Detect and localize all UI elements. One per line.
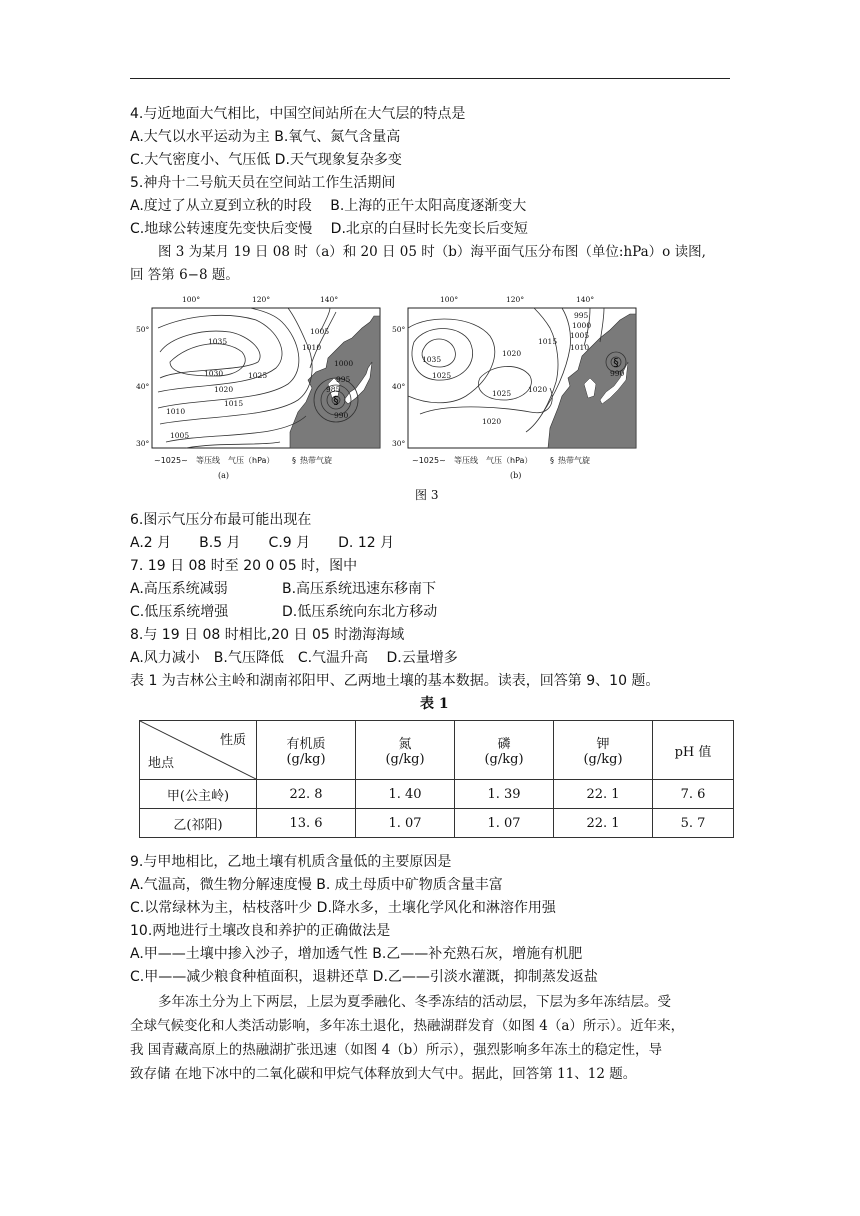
map-a-isobar-label: 1035 [208, 337, 228, 346]
map-b-isobar-label: 1020 [528, 385, 548, 394]
q9-stem: 9.与甲地相比，乙地土壤有机质含量低的主要原因是 [130, 854, 452, 870]
map-b-lon-label: 120° [506, 295, 525, 304]
q7-option-d: D.低压系统向东北方移动 [282, 604, 438, 620]
table1-intro: 表 1 为吉林公主岭和湖南祁阳甲、乙两地土壤的基本数据。读表，回答第 9、10 题。 [130, 673, 660, 689]
corner-bottom-label: 地点 [148, 756, 175, 771]
table-corner-cell [140, 721, 257, 780]
map-b-isobar-label: 1035 [422, 355, 442, 364]
map-b-isobar-label: 1005 [570, 331, 590, 340]
map-b-legend-typhoon: 热带气旋 [558, 456, 590, 465]
table-header-cell: 氮 (g/kg) [356, 721, 455, 780]
map-a-isobar-label: 1030 [204, 369, 224, 378]
q6-options: A.2 月 B.5 月 C.9 月 D. 12 月 [130, 535, 395, 551]
map-a-isobar-label: 1005 [310, 327, 330, 336]
table-value-cell: 1. 39 [455, 780, 554, 809]
pressure-maps-figure [130, 292, 670, 487]
permafrost-paragraph-line4: 致存储 在地下冰中的二氧化碳和甲烷气体释放到大气中。据此，回答第 11、12 题。 [130, 1066, 637, 1082]
map-a-low-label: 990 [334, 411, 349, 420]
table-value-cell: 5. 7 [653, 809, 734, 838]
q7-option-c: C.低压系统增强 [130, 604, 229, 620]
table-value-cell: 22. 8 [257, 780, 356, 809]
q10-stem: 10.两地进行土壤改良和养护的正确做法是 [130, 923, 391, 939]
q7-option-a: A.高压系统减弱 [130, 581, 228, 597]
q4-stem: 4.与近地面大气相比，中国空间站所在大气层的特点是 [130, 106, 466, 122]
map-a [136, 295, 380, 480]
table-header-cell: 磷 (g/kg) [455, 721, 554, 780]
table-row [140, 780, 734, 809]
table-header-cell: 钾 (g/kg) [554, 721, 653, 780]
fig3-intro-line2: 回 答第 6−8 题。 [130, 267, 239, 283]
map-b-lon-label: 100° [440, 295, 459, 304]
map-a-isobar-label: 1025 [248, 371, 268, 380]
map-b-lat-label: 30° [392, 439, 406, 448]
map-b-isobar-label: 995 [574, 311, 589, 320]
map-a-label: (a) [218, 471, 230, 480]
q7-option-b: B.高压系统迅速东移南下 [282, 581, 437, 597]
q10-options-ab: A.甲——土壤中掺入沙子，增加透气性 B.乙——补充熟石灰，增施有机肥 [130, 946, 583, 962]
table-header-cell: pH 值 [653, 721, 734, 780]
q10-options-cd: C.甲——减少粮食种植面积，退耕还草 D.乙——引淡水灌溉，抑制蒸发返盐 [130, 969, 598, 985]
corner-top-label: 性质 [219, 733, 246, 748]
q5-stem: 5.神舟十二号航天员在空间站工作生活期间 [130, 175, 396, 191]
map-a-isobar-label: 1015 [224, 399, 244, 408]
table-1-title: 表 1 [420, 696, 449, 712]
map-a-lat-label: 50° [136, 325, 150, 334]
map-a-legend-typhoon-icon: § [292, 456, 296, 465]
permafrost-paragraph-line2: 全球气候变化和人类活动影响，多年冻土退化，热融湖群发育（如图 4（a）所示）。近年来， [130, 1018, 685, 1034]
map-a-isobar-label: 1020 [214, 385, 234, 394]
map-a-lat-label: 40° [136, 382, 150, 391]
table-header-cell: 有机质 (g/kg) [257, 721, 356, 780]
map-b-isobar-label: 1000 [572, 321, 592, 330]
map-b-legend-text: 等压线 气压（hPa） [454, 456, 533, 465]
map-a-lat-label: 30° [136, 439, 150, 448]
map-a-legend-text: 等压线 气压（hPa） [196, 456, 275, 465]
map-b-lon-label: 140° [576, 295, 595, 304]
table-value-cell: 1. 07 [455, 809, 554, 838]
map-b-legend-typhoon-icon: § [550, 456, 554, 465]
map-b-typhoon-icon: § [613, 356, 619, 369]
q4-options-ab: A.大气以水平运动为主 B.氧气、氮气含量高 [130, 129, 401, 145]
map-a-isobar-label: 1010 [302, 343, 322, 352]
table-value-cell: 13. 6 [257, 809, 356, 838]
table-site-cell: 甲(公主岭) [140, 780, 257, 809]
map-a-isobar-label: 985 [326, 385, 341, 394]
q4-options-cd: C.大气密度小、气压低 D.天气现象复杂多变 [130, 152, 402, 168]
table-row [140, 809, 734, 838]
q7-stem: 7. 19 日 08 时至 20 0 05 时，图中 [130, 558, 358, 574]
table-value-cell: 1. 07 [356, 809, 455, 838]
map-a-isobar-label: 995 [336, 375, 351, 384]
map-b-low-label: 990 [610, 369, 625, 378]
map-b-isobar-label: 1025 [432, 371, 452, 380]
map-a-lon-label: 140° [320, 295, 339, 304]
permafrost-paragraph-line3: 我 国青藏高原上的热融湖扩张迅速（如图 4（b）所示），强烈影响多年冻土的稳定性，导 [130, 1042, 663, 1058]
q6-stem: 6.图示气压分布最可能出现在 [130, 512, 312, 528]
map-b-isobar-label: 1020 [502, 349, 522, 358]
map-b-isobar-label: 1025 [492, 389, 512, 398]
q5-options-cd: C.地球公转速度先变快后变慢 D.北京的白昼时长先变长后变短 [130, 221, 528, 237]
map-b-legend-isobar: ~1025~ [412, 456, 446, 465]
map-a-legend-typhoon: 热带气旋 [300, 456, 332, 465]
table-site-cell: 乙(祁阳) [140, 809, 257, 838]
map-a-legend-isobar: ~1025~ [154, 456, 188, 465]
map-b-label: (b) [510, 471, 522, 480]
table-value-cell: 7. 6 [653, 780, 734, 809]
q9-options-cd: C.以常绿林为主，枯枝落叶少 D.降水多，土壤化学风化和淋溶作用强 [130, 900, 556, 916]
permafrost-paragraph-line1: 多年冻土分为上下两层，上层为夏季融化、冬季冻结的活动层，下层为多年冻结层。受 [158, 994, 671, 1010]
map-a-isobar-label: 1000 [334, 359, 354, 368]
fig3-intro-line1: 图 3 为某月 19 日 08 时（a）和 20 日 05 时（b）海平面气压分布图（单位:hPa）o 读图, [158, 244, 706, 260]
soil-data-table [139, 720, 734, 838]
table-value-cell: 22. 1 [554, 780, 653, 809]
table-value-cell: 22. 1 [554, 809, 653, 838]
map-a-isobar-label: 1005 [170, 431, 190, 440]
map-b-isobar-label: 1020 [482, 417, 502, 426]
q5-options-ab: A.度过了从立夏到立秋的时段 B.上海的正午太阳高度逐渐变大 [130, 198, 527, 214]
map-b-lat-label: 50° [392, 325, 406, 334]
map-b-isobar-label: 1010 [570, 343, 590, 352]
table-header-row [140, 721, 734, 780]
figure-3-caption: 图 3 [415, 488, 439, 502]
map-b-lat-label: 40° [392, 382, 406, 391]
q8-options: A.风力减小 B.气压降低 C.气温升高 D.云量增多 [130, 650, 458, 666]
map-a-typhoon-icon: § [333, 394, 339, 407]
map-a-isobar-label: 1010 [166, 407, 186, 416]
q9-options-ab: A.气温高，微生物分解速度慢 B. 成土母质中矿物质含量丰富 [130, 877, 503, 893]
q8-stem: 8.与 19 日 08 时相比,20 日 05 时渤海海域 [130, 627, 405, 643]
table-value-cell: 1. 40 [356, 780, 455, 809]
map-b-isobar-label: 1015 [538, 337, 558, 346]
header-rule [130, 78, 730, 79]
map-a-lon-label: 120° [252, 295, 271, 304]
map-b [392, 295, 636, 480]
map-a-lon-label: 100° [182, 295, 201, 304]
